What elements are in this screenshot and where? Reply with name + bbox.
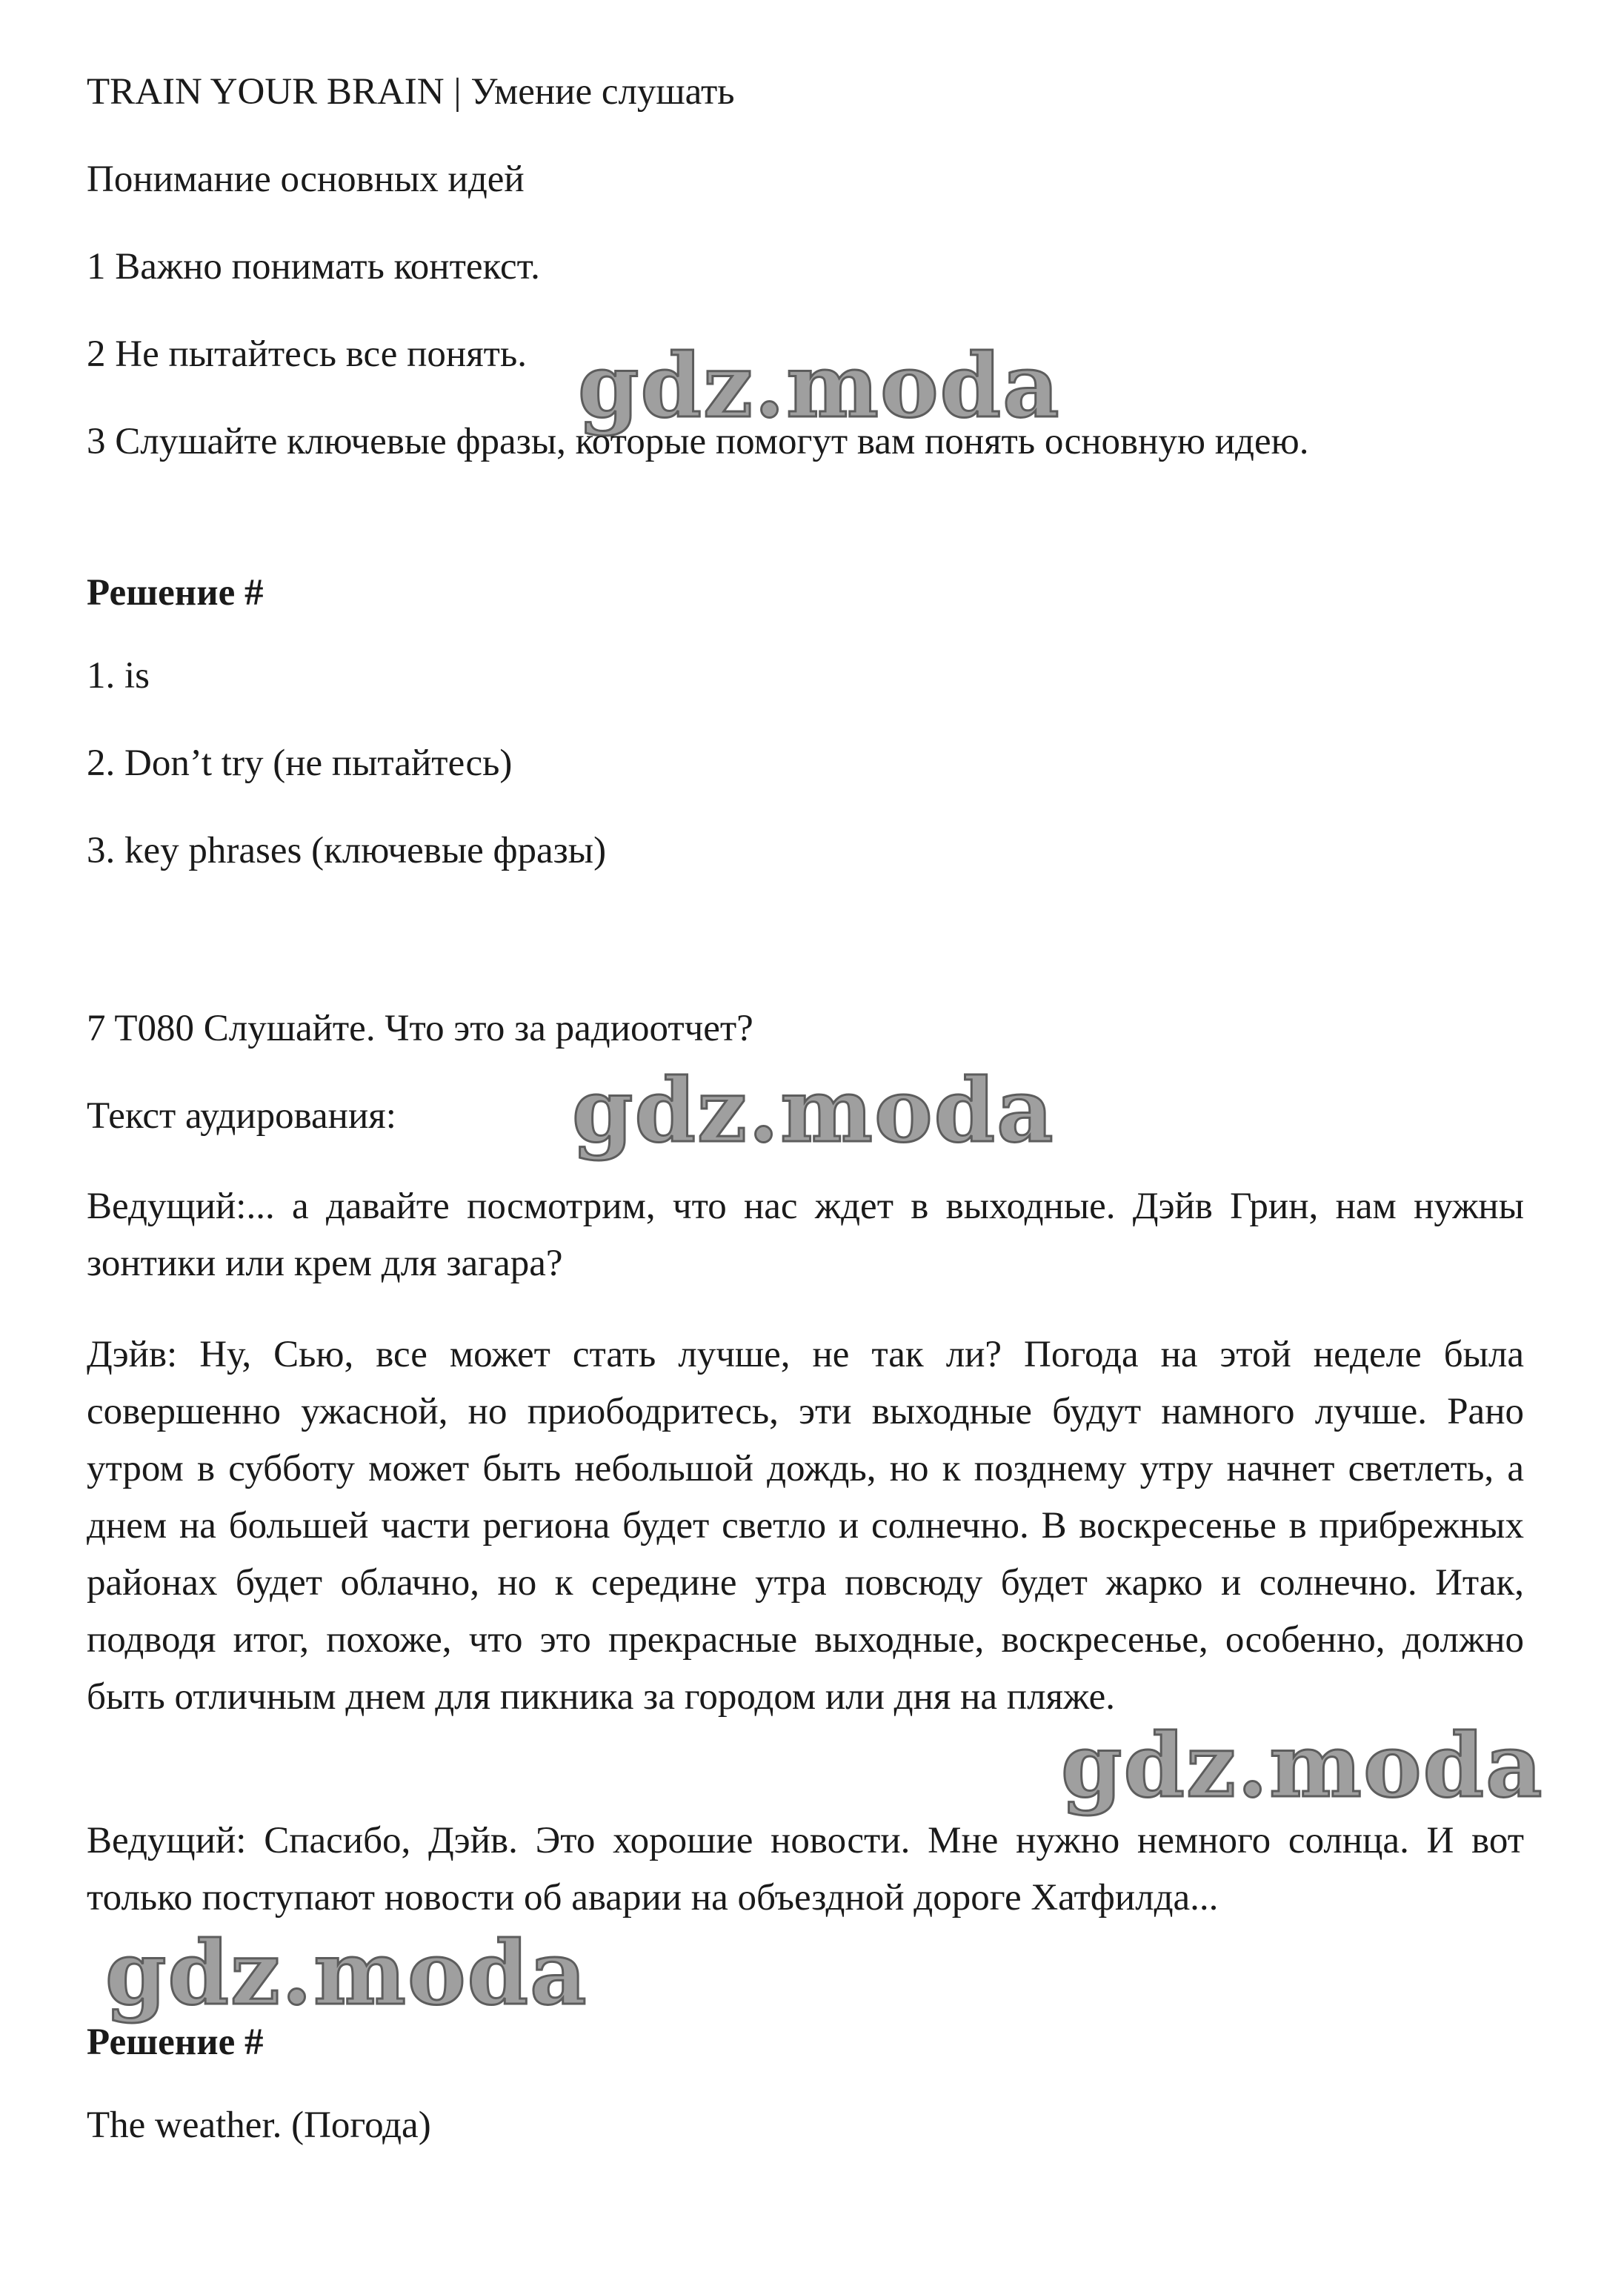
- task-7-title: 7 T080 Слушайте. Что это за радиоотчет?: [87, 1008, 753, 1049]
- answer-2: 2. Don’t try (не пытайтесь): [87, 743, 513, 784]
- solution-heading-1: Решение #: [87, 572, 264, 614]
- tip-3: 3 Слушайте ключевые фразы, которые помогут вам понять основную идею.: [87, 421, 1309, 462]
- watermark-logo: gdz.moda: [572, 1059, 1055, 1162]
- watermark-logo: gdz.moda: [1061, 1714, 1544, 1817]
- transcript-paragraph-3: Ведущий: Спасибо, Дэйв. Это хорошие новости. Мне нужно немного солнца. И вот только поступают новости об аварии на объездной дороге Хатфилда...: [87, 1820, 1524, 1918]
- page-title: TRAIN YOUR BRAIN | Умение слушать: [87, 71, 735, 113]
- watermark-logo: gdz.moda: [105, 1921, 588, 2024]
- transcript-label: Текст аудирования:: [87, 1095, 396, 1137]
- transcript-paragraph-1: Ведущий:... а давайте посмотрим, что нас ждет в выходные. Дэйв Грин, нам нужны зонтики или крем для загара?: [87, 1186, 1524, 1284]
- answer-3: 3. key phrases (ключевые фразы): [87, 830, 607, 871]
- solution-heading-2: Решение #: [87, 2021, 264, 2063]
- transcript-paragraph-2: Дэйв: Ну, Сью, все может стать лучше, не так ли? Погода на этой неделе была совершенно ужасной, но приободритесь, эти выходные будут намного лучше. Рано утром в субботу может быть небольшой дождь, но к позднему утру начнет светлеть, а днем на большей части региона будет светло и солнечно. В воскресенье в прибрежных районах будет облачно, но к середине утра повсюду будет жарко и солнечно. Итак, подводя итог, похоже, что это прекрасные выходные, воскресенье, особенно, должно быть отличным днем для пикника за городом или дня на пляже.: [87, 1334, 1524, 1718]
- section-subtitle: Понимание основных идей: [87, 159, 525, 200]
- tip-1: 1 Важно понимать контекст.: [87, 246, 540, 288]
- tip-2: 2 Не пытайтесь все понять.: [87, 333, 527, 375]
- watermark-logo: gdz.moda: [578, 334, 1061, 437]
- answer-1: 1. is: [87, 655, 150, 697]
- final-answer: The weather. (Погода): [87, 2104, 431, 2146]
